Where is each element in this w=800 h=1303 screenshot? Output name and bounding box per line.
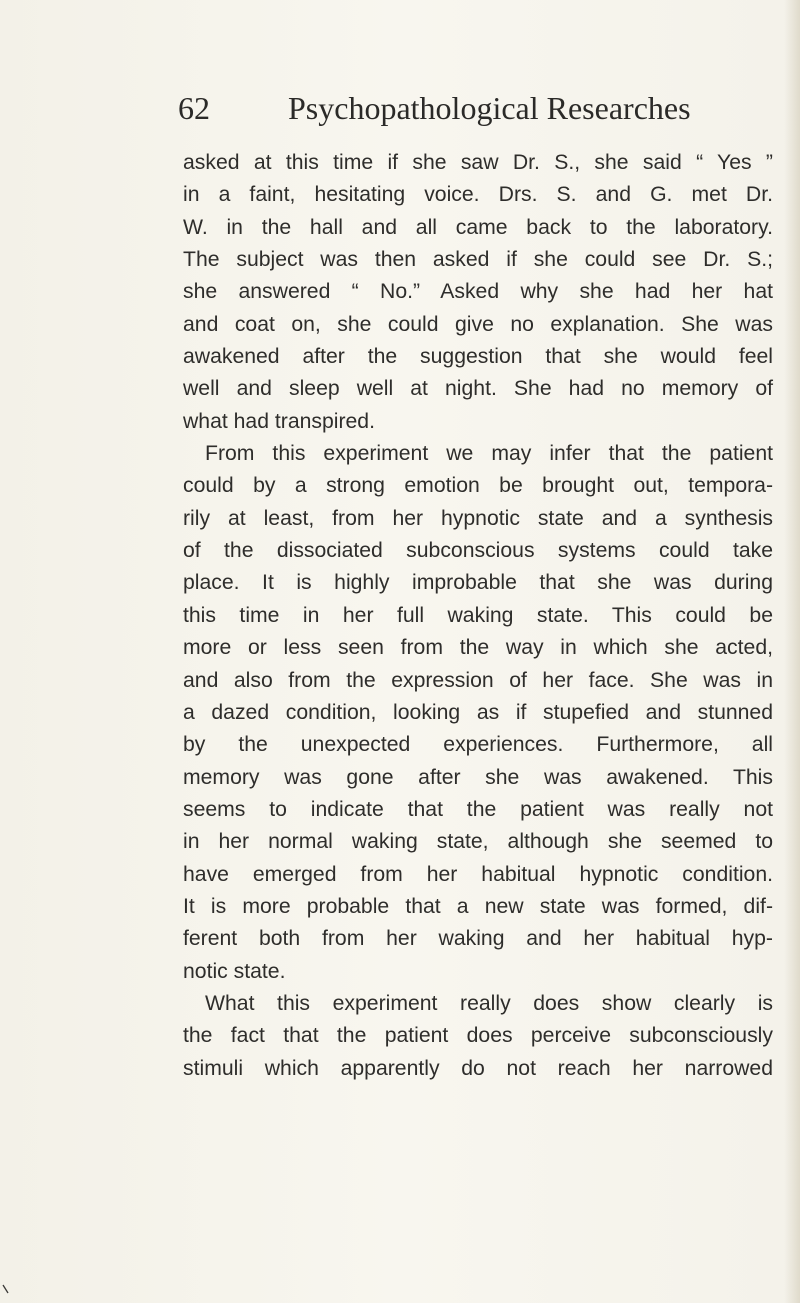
text-line: more or less seen from the way in which she acted,	[183, 636, 773, 660]
text-line: notic state.	[183, 959, 286, 983]
text-line: of the dissociated subconscious systems could take	[183, 539, 773, 563]
text-line: and also from the expression of her face. She was in	[183, 668, 773, 692]
page-header	[178, 88, 698, 132]
text-line: by the unexpected experiences. Furthermore, all	[183, 733, 773, 757]
scan-edge-mark	[2, 1284, 10, 1294]
text-line: stimuli which apparently do not reach her narrowed	[183, 1056, 773, 1080]
text-line: and coat on, she could give no explanation. She was	[183, 312, 773, 336]
page-number: 62	[178, 90, 210, 126]
text-line: have emerged from her habitual hypnotic condition.	[183, 862, 773, 886]
text-line: in her normal waking state, although she seemed to	[183, 830, 773, 854]
text-line: what had transpired.	[183, 409, 375, 433]
text-line: memory was gone after she was awakened. This	[183, 765, 773, 789]
running-head: Psychopathological Researches	[288, 90, 691, 126]
text-line: a dazed condition, looking as if stupefied and stunned	[183, 700, 773, 724]
text-line: seems to indicate that the patient was really not	[183, 797, 773, 821]
text-line: in a faint, hesitating voice. Drs. S. and G. met Dr.	[183, 183, 773, 207]
text-line: awakened after the suggestion that she would feel	[183, 345, 773, 369]
text-line: she answered “ No.” Asked why she had her hat	[183, 280, 773, 304]
text-line: From this experiment we may infer that the patient	[205, 442, 773, 466]
text-line: the fact that the patient does perceive subconsciously	[183, 1024, 773, 1048]
text-line: It is more probable that a new state was formed, dif-	[183, 894, 773, 918]
text-line: place. It is highly improbable that she was during	[183, 571, 773, 595]
text-line: well and sleep well at night. She had no memory of	[183, 377, 773, 401]
page-edge-shadow	[784, 0, 800, 1303]
text-line: ferent both from her waking and her habitual hyp-	[183, 927, 773, 951]
text-line: W. in the hall and all came back to the laboratory.	[183, 215, 773, 239]
text-line: this time in her full waking state. This could be	[183, 603, 773, 627]
text-line: asked at this time if she saw Dr. S., she said “ Yes ”	[183, 151, 773, 174]
text-line: rily at least, from her hypnotic state and a synthesis	[183, 506, 773, 530]
text-line: could by a strong emotion be brought out, tempora-	[183, 474, 773, 498]
text-line: The subject was then asked if she could see Dr. S.;	[183, 248, 773, 272]
body-text	[183, 147, 773, 1085]
text-line: What this experiment really does show clearly is	[205, 991, 773, 1015]
